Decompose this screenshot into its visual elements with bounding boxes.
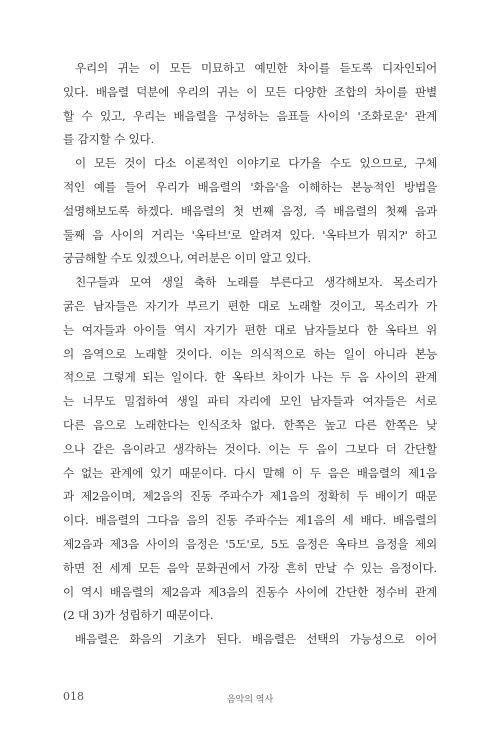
text-line: 으나 같은 음이라고 생각하는 것이다. 이는 두 음이 그보다 더 간단할 [63, 441, 437, 456]
text-line: 굵은 남자들은 자기가 부르기 편한 대로 노래할 것이고, 목소리가 가 [63, 298, 437, 313]
text-line: 적인 예를 들어 우리가 배음렬의 '화음'을 이해하는 본능적인 방법을 [63, 179, 437, 194]
text-line: 이 역시 배음렬의 제2음과 제3음의 진동수 사이에 간단한 정수비 관계 [63, 584, 437, 599]
text-line: 할 수 있고, 우리는 배음렬을 구성하는 음표들 사이의 '조화로운' 관계 [63, 108, 437, 123]
text-line: 이다. 배음렬의 그다음 음의 진동 주파수는 제1음의 세 배다. 배음렬의 [63, 513, 437, 528]
text-line: 과 제2음이며, 제2음의 진동 주파수가 제1음의 정확히 두 배이기 때문 [63, 489, 437, 504]
text-line: 는 여자들과 아이들 역시 자기가 편한 대로 남자들보다 한 옥타브 위 [63, 322, 437, 337]
text-line: 배음렬은 화음의 기초가 된다. 배음렬은 선택의 가능성으로 이어 [75, 632, 437, 647]
text-line: 있다. 배음렬 덕분에 우리의 귀는 이 모든 다양한 조합의 차이를 판별 [63, 84, 437, 99]
text-line: 궁금해할 수도 있겠으나, 여러분은 이미 알고 있다. [63, 251, 311, 266]
page-number: 018 [63, 690, 84, 703]
text-line: 는 너무도 밀접하여 생일 파티 자리에 모인 남자들과 여자들은 서로 [63, 394, 437, 409]
text-line: 친구들과 모여 생일 축하 노래를 부른다고 생각해보자. 목소리가 [75, 275, 437, 290]
text-line: 이 모든 것이 다소 이론적인 이야기로 다가올 수도 있으므로, 구체 [75, 156, 437, 171]
running-footer-title: 음악의 역사 [226, 695, 274, 705]
text-line: 수 없는 관계에 있기 때문이다. 다시 말해 이 두 음은 배음렬의 제1음 [63, 465, 437, 480]
text-line: 제2음과 제3음 사이의 음정은 '5도'로, 5도 음정은 옥타브 음정을 제외 [63, 536, 437, 551]
text-line: 의 음역으로 노래할 것이다. 이는 의식적으로 하는 일이 아니라 본능 [63, 346, 437, 361]
text-line: 다른 음으로 노래한다는 인식조차 없다. 한쪽은 높고 다른 한쪽은 낮 [63, 417, 437, 432]
text-line: (2 대 3)가 성립하기 때문이다. [63, 608, 214, 623]
text-line: 둘째 음 사이의 거리는 '옥타브'로 알려져 있다. '옥타브가 뭐지?' 하고 [63, 227, 437, 242]
text-line: 를 감지할 수 있다. [63, 132, 154, 147]
body-text [63, 57, 437, 652]
text-line: 우리의 귀는 이 모든 미묘하고 예민한 차이를 듣도록 디자인되어 [75, 61, 437, 75]
text-line: 하면 전 세계 모든 음악 문화권에서 가장 흔히 만날 수 있는 음정이다. [63, 560, 437, 575]
text-line: 설명해보도록 하겠다. 배음렬의 첫 번째 음정, 즉 배음렬의 첫째 음과 [63, 203, 437, 218]
text-line: 적으로 그렇게 되는 일이다. 한 옥타브 차이가 나는 두 음 사이의 관계 [63, 370, 437, 385]
